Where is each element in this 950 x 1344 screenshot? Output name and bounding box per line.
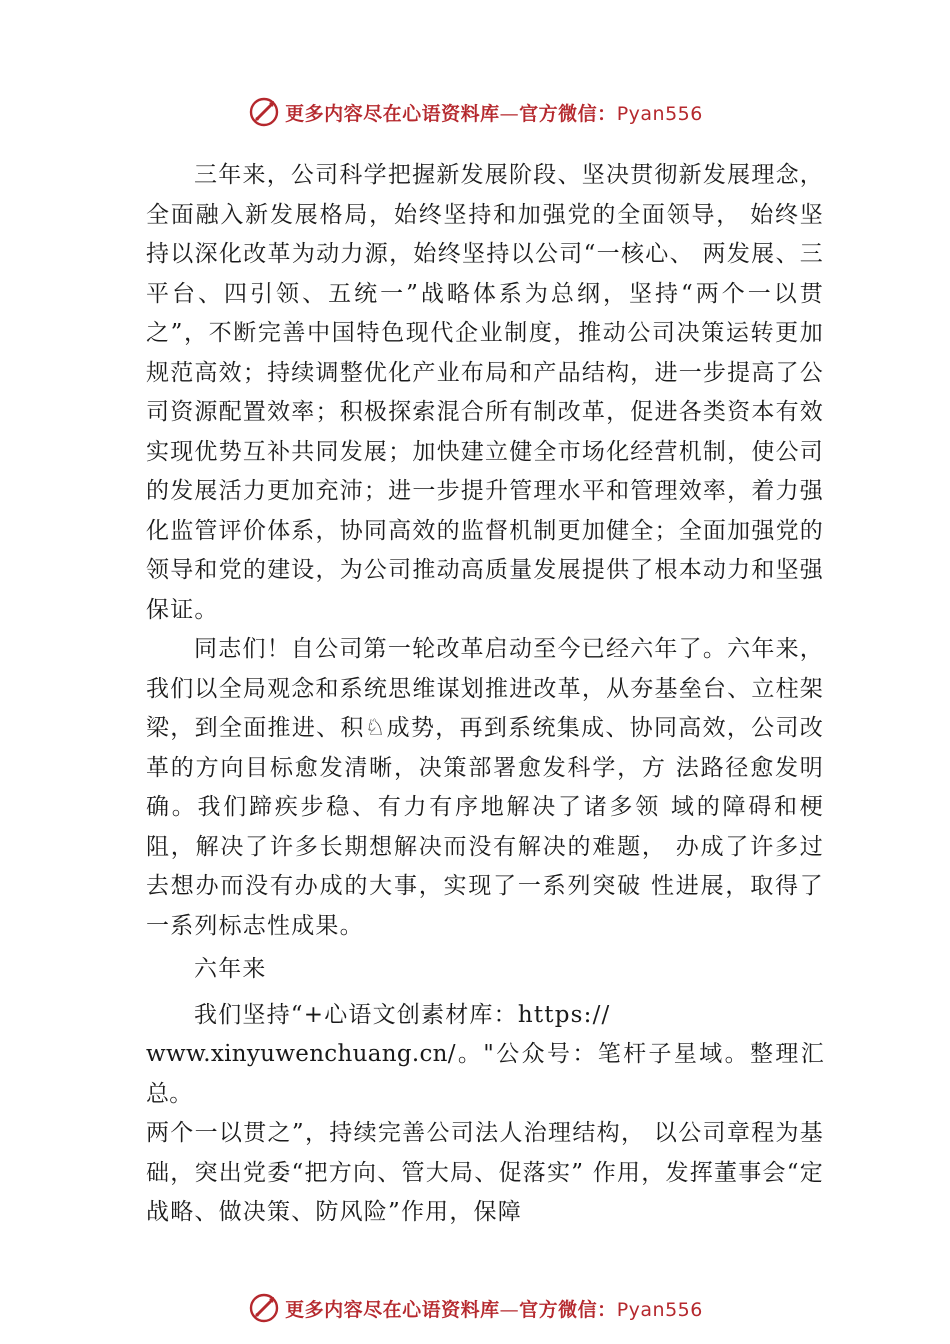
document-body: [146, 156, 824, 1233]
header-wechat-id: Pyan556: [616, 102, 703, 125]
brand-logo-icon: [247, 1291, 281, 1325]
paragraph-6: 两个一以贯之”，持续完善公司法人治理结构， 以公司章程为基础，突出党委“把方向、管大局、促落实” 作用，发挥董事会“定战略、做决策、防风险”作用，保障: [146, 1120, 824, 1225]
brand-logo-icon: [247, 95, 281, 129]
paragraph-4: 我们坚持“+心语文创素材库：https://: [194, 1001, 611, 1028]
header-separator: —: [499, 102, 520, 125]
footer-wechat-label: 官方微信：: [519, 1298, 617, 1321]
header-wechat-label: 官方微信：: [519, 102, 617, 125]
header-brand: 更多内容尽在心语资料库: [285, 102, 500, 125]
footer-separator: —: [499, 1298, 520, 1321]
paragraph-3: 六年来: [194, 956, 267, 982]
footer-brand-text: [285, 1295, 703, 1322]
footer-wechat-id: Pyan556: [616, 1298, 703, 1321]
paragraph-2: 同志们！自公司第一轮改革启动至今已经六年了。六年来，我们以全局观念和系统思维谋划推进改革，从夯基垒台、立柱架梁，到全面推进、积♘成势，再到系统集成、协同高效，公司改革的方向目标愈发清晰，决策部署愈发科学，方 法路径愈发明确。我们蹄疾步稳、有力有序地解决了诸多领 域的障碍和梗阻，解决了许多长期想解决而没有解决的难题， 办成了许多过去想办而没有办成的大事，实现了一系列突破 性进展，取得了一系列标志性成果。: [146, 636, 824, 939]
header-banner: [0, 92, 950, 132]
footer-banner: [0, 1288, 950, 1328]
header-brand-text: [285, 99, 703, 126]
paragraph-1: 三年来，公司科学把握新发展阶段、坚决贯彻新发展理念，全面融入新发展格局，始终坚持和加强党的全面领导， 始终坚持以深化改革为动力源，始终坚持以公司“一核心、 两发展、三平台、四引领、五统一”战略体系为总纲，坚持“两个一以贯之”，不断完善中国特色现代企业制度，推动公司决策运转更加规范高效；持续调整优化产业布局和产品结构，进一步提高了公司资源配置效率；积极探索混合所有制改革，促进各类资本有效实现优势互补共同发展；加快建立健全市场化经营机制，使公司的发展活力更加充沛；进一步提升管理水平和管理效率，着力强化监管评价体系，协同高效的监督机制更加健全；全面加强党的领导和党的建设，为公司推动高质量发展提供了根本动力和坚强保证。: [146, 162, 824, 623]
footer-brand: 更多内容尽在心语资料库: [285, 1298, 500, 1321]
paragraph-5: www.xinyuwenchuang.cn/。"公众号：笔杆子星域。整理汇总。: [146, 1041, 824, 1107]
